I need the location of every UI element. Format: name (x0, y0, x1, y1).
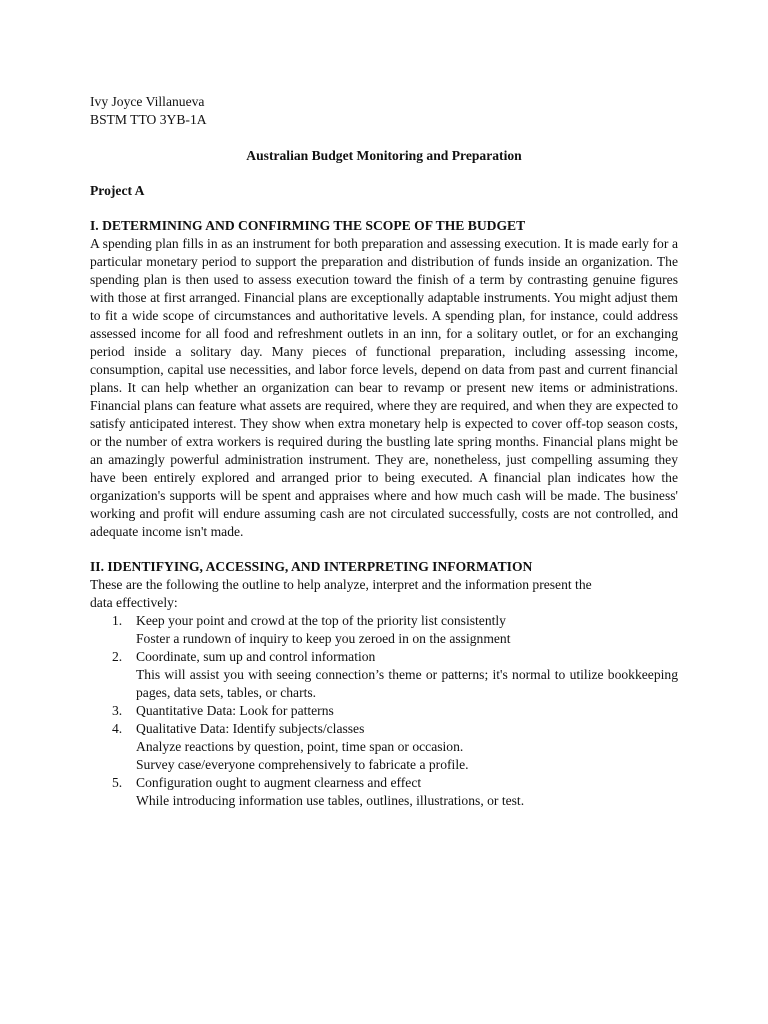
list-item (90, 774, 678, 810)
list-item-number: 2. (112, 649, 123, 664)
author-name: Ivy Joyce Villanueva (90, 94, 205, 109)
list-item-title: Quantitative Data: Look for patterns (136, 703, 334, 718)
document-title: Australian Budget Monitoring and Preparation (246, 148, 522, 163)
list-item-title: Configuration ought to augment clearness and effect (136, 775, 422, 790)
list-item-title: Qualitative Data: Identify subjects/classes (136, 721, 365, 736)
list-item-title: Coordinate, sum up and control information (136, 649, 376, 664)
section-2-intro-line-2: data effectively: (90, 595, 178, 610)
section-1-body: A spending plan fills in as an instrument for both preparation and assessing execution. It is made early for a particular monetary period to support the preparation and distribution of funds inside an organization. The spending plan is then used to assess execution toward the finish of a term by contrasting genuine figures with those at first arranged. Financial plans are exceptionally adaptable instruments. You might adjust them to fit a wide scope of circumstances and authoritative levels. A spending plan, for instance, could address assessed income for all food and refreshment outlets in an inn, for a solitary outlet, or for an exchanging period inside a solitary day. Many pieces of functional preparation, including assessing income, consumption, capital use necessities, and labor force levels, depend on data from past and current financial plans. It can help whether an organization can bear to revamp or present new items or administrations. Financial plans can feature what assets are required, where they are required, and when they are expected to satisfy anticipated interest. They show when extra monetary help is expected to cover off-top season costs, or the number of extra workers is required during the bustling late spring months. Financial plans might be an amazingly powerful administration instrument. They are, nonetheless, just compelling assuming they have been entirely explored and arranged prior to being executed. A financial plan indicates how the organization's supports will be spent and appraises where and how much cash will be made. The business' working and profit will endure assuming cash are not circulated successfully, costs are not controlled, and adequate income isn't made. (90, 236, 678, 539)
list-item (90, 612, 678, 648)
list-item-detail: While introducing information use tables, outlines, illustrations, or test. (136, 793, 525, 808)
list-item-detail: Survey case/everyone comprehensively to fabricate a profile. (136, 757, 469, 772)
list-item-detail: Analyze reactions by question, point, time span or occasion. (136, 739, 464, 754)
outline-list (90, 612, 678, 810)
list-item-detail: This will assist you with seeing connection’s theme or patterns; it's normal to utilize bookkeeping pages, data sets, tables, or charts. (136, 667, 678, 700)
list-item-number: 3. (112, 703, 123, 718)
list-item-detail: Foster a rundown of inquiry to keep you zeroed in on the assignment (136, 631, 511, 646)
section-2-heading: II. IDENTIFYING, ACCESSING, AND INTERPRETING INFORMATION (90, 559, 533, 574)
class-section: BSTM TTO 3YB-1A (90, 112, 207, 127)
list-item-title: Keep your point and crowd at the top of the priority list consistently (136, 613, 506, 628)
section-1-heading: I. DETERMINING AND CONFIRMING THE SCOPE OF THE BUDGET (90, 218, 526, 233)
document-page (90, 93, 678, 810)
list-item (90, 702, 678, 720)
section-2-intro-line-1: These are the following the outline to help analyze, interpret and the information present the (90, 577, 592, 592)
list-item-number: 1. (112, 613, 123, 628)
list-item-number: 4. (112, 721, 123, 736)
project-label: Project A (90, 183, 145, 198)
list-item (90, 720, 678, 774)
list-item-number: 5. (112, 775, 123, 790)
list-item (90, 648, 678, 702)
